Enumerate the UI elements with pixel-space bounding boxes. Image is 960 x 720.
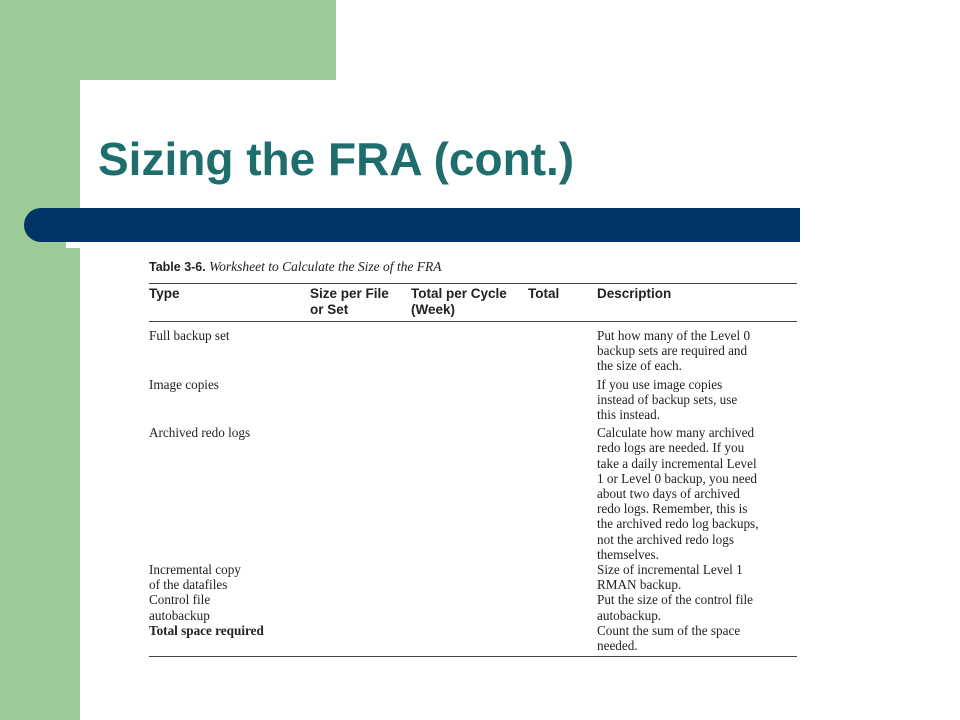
cell-description: Size of incremental Level 1 RMAN backup. <box>597 562 743 593</box>
cell-type: Image copies <box>149 376 219 392</box>
left-green-bar <box>0 0 80 720</box>
table-row <box>149 592 797 622</box>
header-description: Description <box>597 286 672 301</box>
header-total-per-cycle: Total per Cycle (Week) <box>411 286 507 317</box>
cell-description: Count the sum of the space needed. <box>597 622 741 654</box>
cell-type: Archived redo logs <box>149 425 251 441</box>
cell-type: Incremental copy of the datafiles <box>149 562 241 593</box>
table-row <box>149 425 797 562</box>
table-header-row <box>149 284 797 322</box>
cell-description: Put the size of the control file autobackup. <box>597 592 754 623</box>
cell-type: Total space required <box>149 622 264 638</box>
table-row <box>149 562 797 592</box>
header-size-per-file: Size per File or Set <box>310 286 389 317</box>
cell-type: Full backup set <box>149 328 230 343</box>
worksheet-table <box>149 283 797 657</box>
cell-description: Put how many of the Level 0 backup sets are required and the size of each. <box>597 328 751 374</box>
title-underline-band <box>24 208 800 242</box>
cell-description: If you use image copies instead of backup sets, use this instead. <box>597 376 738 423</box>
header-type: Type <box>149 286 180 301</box>
slide-title: Sizing the FRA (cont.) <box>98 133 575 185</box>
cell-description: Calculate how many archived redo logs are needed. If you take a daily incremental Level 1 or Level 0 backup, you need about two days of archived redo logs. Remember, this is the archived redo log backups, not the archived redo logs themselves. <box>597 425 759 562</box>
table-row <box>149 322 797 377</box>
band-notch <box>66 242 86 248</box>
caption-label: Table 3-6. <box>149 260 206 274</box>
cell-type: Control file autobackup <box>149 592 211 623</box>
table-row <box>149 377 797 426</box>
caption-text: Worksheet to Calculate the Size of the FRA <box>209 259 442 274</box>
table-row-total <box>149 623 797 657</box>
top-green-block <box>0 0 336 80</box>
table-caption <box>149 258 797 276</box>
fra-worksheet-table <box>149 258 797 657</box>
header-total: Total <box>528 286 560 301</box>
